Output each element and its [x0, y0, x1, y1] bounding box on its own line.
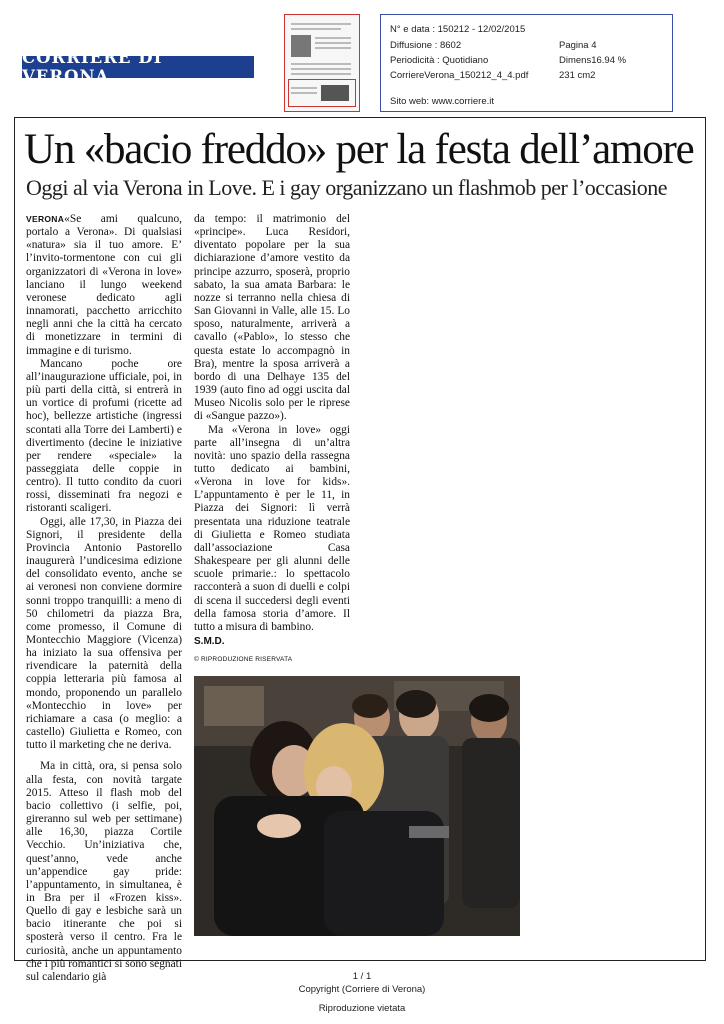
area: 231 cm2 — [559, 70, 596, 81]
paragraph: Ma «Verona in love» oggi parte all’insegna di un’altra novità: uno spazio della rassegna tutto dedicato ai bambini, «Verona in love for kids». L’appuntamento è per le 11, in Piazza dei Signori: lì verrà presentata una riduzione teatrale di Giulietta e Romeo studiata dall’associazione Casa Shakespeare per gli alunni delle scuole primarie.: lo spettacolo racconterà a suon di duelli e colpi di scena il succedersi degli eventi della famosa storia d’amore. Il tutto a misura di bambino. — [194, 423, 350, 633]
article-column-2 — [194, 213, 350, 634]
article-column-1 — [26, 213, 182, 984]
page-number: Pagina 4 — [559, 40, 597, 51]
newspaper-masthead: CORRIERE DI VERONA — [22, 56, 254, 78]
paragraph: VERONA«Se ami qualcuno, portalo a Verona». Di qualsiasi «natura» sia il tuo amore. E’ l’invito-tormentone con cui gli organizzatori di «Verona in love» lanciano il lungo weekend veronese dedicato agli innamorati, pacchetto arricchito negli anni che la città ha cercato di monetizzare in termini di immagine e di turismo. — [26, 213, 182, 357]
copyright: Copyright (Corriere di Verona) — [298, 984, 426, 995]
paragraph: da tempo: il matrimonio del «principe». Luca Residori, diventato popolare per la sua dichiarazione d’amore vestito da principe azzurro, sposerà, proprio sabato, la sua amata Barbara: le nozze si terranno nella chiesa di San Giovanni in Valle, alle 15. Lo sposo, naturalmente, arriverà a cavallo («Pablo», lo stesso che questa estate lo accompagnò in Bra), mentre la sposa arriverà a bordo di una Delhaye 135 del 1939 (auto fino ad oggi uscita dal Museo Nicolis solo per le riprese di «Sangue pazzo»). — [194, 213, 350, 423]
periodicity: Periodicità : Quotidiano — [390, 55, 489, 66]
pdf-filename: CorriereVerona_150212_4_4.pdf — [390, 70, 529, 81]
reproduction-notice: Riproduzione vietata — [318, 1003, 406, 1014]
paragraph: Oggi, alle 17,30, in Piazza dei Signori, il presidente della Provincia Antonio Pastorello inaugurerà l’undicesima edizione del consolidato evento, anche se ai veronesi non conviene dormire sonni troppo tranquilli: a meno di 50 chilometri da piazza Bra, come promesso, il Comune di Montecchio Maggiore (Vicenza) ha iniziato la sua offensiva per rivendicare la paternità della coppia letteraria più famosa al mondo, proponendo un parallelo «Montecchio in love» per richiamare a casa (o meglio: a castello) Giulietta e Romeo, con tutto il marketing che ne deriva. — [26, 515, 182, 752]
author-signature: S.M.D. — [194, 636, 225, 647]
article-subheadline: Oggi al via Verona in Love. E i gay organizzano un flashmob per l’occasione — [26, 175, 668, 200]
paragraph: Mancano poche ore all’inaugurazione ufficiale, poi, in più parti della città, si entrerà in un vortice di profumi (ricette ad hoc), bellezze artistiche (ingressi scontati alla Torre dei Lamberti) e divertimento (decine le iniziative per rendere «speciale» la passeggiata delle coppie in centro). Il tutto condito da cuori rossi, disseminati fra negozi e ristoranti scaligeri. — [26, 357, 182, 515]
page-thumbnail — [284, 14, 360, 112]
website: Sito web: www.corriere.it — [390, 96, 495, 107]
circulation: Diffusione : 8602 — [390, 40, 462, 51]
page-count: 1 / 1 — [352, 971, 372, 982]
paragraph: Ma in città, ora, si pensa solo alla festa, con novità targate 2015. Atteso il flash mob del bacio collettivo (i selfie, poi, gireranno sul web per settimane) alle 16,30, piazza Cortile Vecchio. Un’iniziativa che, quest’anno, vede anche un’appendice gay pride: l’appuntamento, in simultanea, è in Bra per il «Frozen kiss». Quello di gay e lesbiche sarà un bacio itinerante che poi si sposterà verso il centro. Fra le curiosità, anche un appuntamento che i più romantici si sono segnati sul calendario già — [26, 760, 182, 983]
kicker: VERONA — [26, 214, 65, 224]
kissing-couples-photo — [194, 676, 520, 936]
clipping-info-box — [380, 14, 673, 112]
issue-number-date: N° e data : 150212 - 12/02/2015 — [390, 24, 526, 35]
dimension: Dimens16.94 % — [559, 55, 627, 66]
rights-notice: © RIPRODUZIONE RISERVATA — [194, 656, 293, 663]
article-headline: Un «bacio freddo» per la festa dell’amore — [24, 126, 694, 173]
